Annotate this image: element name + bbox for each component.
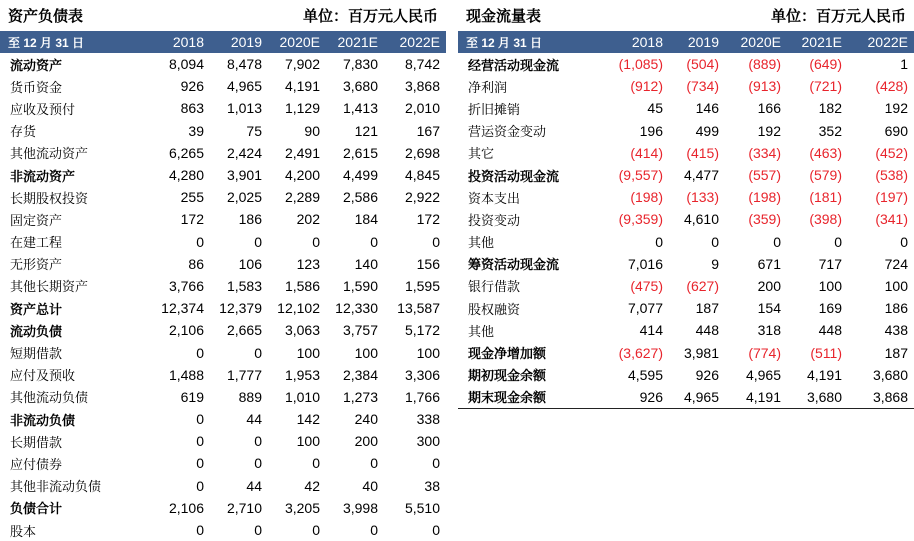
cell-value: 926	[180, 78, 204, 95]
cell-value: 0	[254, 455, 262, 472]
cell-value: 0	[196, 477, 204, 494]
row-label: 货币资金	[10, 80, 63, 96]
cell-value: (198)	[748, 189, 781, 206]
cell-value: 7,016	[627, 255, 663, 272]
cell-value: 448	[695, 322, 719, 339]
row-label: 流动负债	[10, 324, 63, 340]
cell-value: (198)	[630, 189, 663, 206]
cell-value: 100	[818, 277, 842, 294]
balance-sheet-row	[0, 452, 446, 474]
row-label: 固定资产	[10, 213, 63, 229]
cell-value: (627)	[686, 277, 719, 294]
cell-value: 0	[312, 455, 320, 472]
cell-value: 3,901	[226, 167, 262, 184]
row-label: 非流动资产	[10, 169, 76, 185]
cell-value: 140	[354, 255, 378, 272]
cell-value: 2,922	[404, 189, 440, 206]
cash-flow-row	[458, 319, 914, 341]
cell-value: (579)	[809, 167, 842, 184]
cell-value: (3,627)	[618, 344, 663, 361]
cell-value: 0	[834, 233, 842, 250]
balance-sheet-row	[0, 231, 446, 253]
cell-value: 4,965	[745, 366, 781, 383]
cell-value: 0	[196, 433, 204, 450]
balance-sheet-row	[0, 275, 446, 297]
cell-value: (334)	[748, 144, 781, 161]
cell-value: 2,710	[226, 499, 262, 516]
cell-value: 182	[818, 100, 842, 117]
row-label: 应收及预付	[10, 102, 76, 118]
cell-value: 0	[196, 522, 204, 539]
cell-value: 0	[196, 233, 204, 250]
header-year: 2019	[230, 34, 262, 50]
row-label: 股权融资	[468, 302, 521, 318]
balance-sheet-row	[0, 319, 446, 341]
cash-flow-row	[458, 297, 914, 319]
cell-value: 1,273	[342, 388, 378, 405]
cell-value: 100	[884, 277, 908, 294]
cell-value: (504)	[686, 56, 719, 73]
balance-sheet-row	[0, 430, 446, 452]
cell-value: 0	[432, 522, 440, 539]
cell-value: 1,013	[226, 100, 262, 117]
cell-value: (359)	[748, 211, 781, 228]
cell-value: (721)	[809, 78, 842, 95]
balance-sheet-row	[0, 97, 446, 119]
cell-value: 1,583	[226, 277, 262, 294]
balance-sheet-row	[0, 297, 446, 319]
cell-value: (912)	[630, 78, 663, 95]
cell-value: 1,413	[342, 100, 378, 117]
cell-value: 90	[304, 122, 320, 139]
cell-value: 8,742	[404, 56, 440, 73]
cell-value: 4,191	[284, 78, 320, 95]
row-label: 现金净增加额	[468, 347, 547, 363]
row-label: 投资活动现金流	[468, 169, 560, 185]
row-label: 长期股权投资	[10, 191, 89, 207]
cash-flow-row	[458, 208, 914, 230]
cell-value: 186	[884, 300, 908, 317]
balance-sheet-row	[0, 186, 446, 208]
cell-value: 1,595	[404, 277, 440, 294]
cell-value: 12,102	[277, 300, 320, 317]
balance-sheet-row	[0, 497, 446, 519]
row-label: 银行借款	[468, 280, 521, 296]
cell-value: 167	[416, 122, 440, 139]
cash-flow-row	[458, 386, 914, 408]
cash-flow-row	[458, 75, 914, 97]
cell-value: 0	[312, 522, 320, 539]
row-label: 短期借款	[10, 347, 63, 363]
cell-value: 1,777	[226, 366, 262, 383]
cash-flow-row	[458, 231, 914, 253]
cell-value: 4,191	[725, 386, 787, 408]
cell-value: 184	[354, 211, 378, 228]
cell-value: 146	[695, 100, 719, 117]
cell-value: 166	[757, 100, 781, 117]
cell-value: (398)	[809, 211, 842, 228]
cell-value: 2,025	[226, 189, 262, 206]
cell-value: 8,094	[168, 56, 204, 73]
cell-value: 8,478	[226, 56, 262, 73]
row-label: 资本支出	[468, 191, 521, 207]
header-date-label: 至 12 月 31 日	[8, 35, 85, 50]
cell-value: 42	[304, 477, 320, 494]
balance-sheet-row	[0, 120, 446, 142]
cell-value: 0	[370, 522, 378, 539]
cell-value: 3,306	[404, 366, 440, 383]
cell-value: 3,680	[342, 78, 378, 95]
balance-sheet-panel	[0, 0, 446, 541]
cell-value: 121	[354, 122, 378, 139]
cell-value: 156	[416, 255, 440, 272]
cell-value: 2,106	[168, 499, 204, 516]
cell-value: 0	[196, 411, 204, 428]
cell-value: 2,491	[284, 144, 320, 161]
cell-value: 106	[238, 255, 262, 272]
cell-value: 448	[818, 322, 842, 339]
cell-value: 2,010	[404, 100, 440, 117]
cell-value: 2,289	[284, 189, 320, 206]
cell-value: 1,586	[284, 277, 320, 294]
cell-value: 0	[370, 233, 378, 250]
header-year: 2019	[687, 34, 719, 50]
cell-value: (475)	[630, 277, 663, 294]
cell-value: (538)	[875, 167, 908, 184]
header-year: 2021E	[801, 34, 842, 50]
cell-value: 0	[312, 233, 320, 250]
cell-value: 240	[354, 411, 378, 428]
cell-value: 2,698	[404, 144, 440, 161]
cell-value: 2,424	[226, 144, 262, 161]
header-date-label: 至 12 月 31 日	[466, 35, 543, 50]
cell-value: 75	[246, 122, 262, 139]
cell-value: 438	[884, 322, 908, 339]
cell-value: (197)	[875, 189, 908, 206]
row-label: 无形资产	[10, 258, 63, 274]
cell-value: (414)	[630, 144, 663, 161]
cell-value: 5,510	[404, 499, 440, 516]
cell-value: 1,129	[284, 100, 320, 117]
row-label: 在建工程	[10, 236, 63, 252]
cell-value: 671	[757, 255, 781, 272]
cell-value: 0	[254, 233, 262, 250]
cell-value: 0	[370, 455, 378, 472]
cell-value: 0	[655, 233, 663, 250]
cell-value: 4,965	[669, 386, 725, 408]
cell-value: 4,477	[683, 167, 719, 184]
cell-value: 3,757	[342, 322, 378, 339]
cell-value: 4,191	[806, 366, 842, 383]
balance-sheet-row	[0, 386, 446, 408]
cell-value: 2,106	[168, 322, 204, 339]
cash-flow-panel	[458, 0, 914, 409]
cell-value: (9,359)	[618, 211, 663, 228]
cell-value: (889)	[748, 56, 781, 73]
cell-value: (774)	[748, 344, 781, 361]
cell-value: 100	[416, 344, 440, 361]
cell-value: 4,280	[168, 167, 204, 184]
cell-value: 717	[818, 255, 842, 272]
cell-value: 5,172	[404, 322, 440, 339]
row-label: 其他流动负债	[10, 391, 89, 407]
cell-value: (415)	[686, 144, 719, 161]
cell-value: 200	[354, 433, 378, 450]
cell-value: 86	[188, 255, 204, 272]
cell-value: 863	[180, 100, 204, 117]
cell-value: 187	[695, 300, 719, 317]
cell-value: 3,205	[284, 499, 320, 516]
cash-flow-table	[458, 31, 914, 409]
row-label: 投资变动	[468, 213, 521, 229]
cell-value: 45	[647, 100, 663, 117]
cell-value: 2,586	[342, 189, 378, 206]
header-year: 2022E	[867, 34, 908, 50]
balance-sheet-row	[0, 142, 446, 164]
header-year: 2022E	[399, 34, 440, 50]
balance-sheet-row	[0, 364, 446, 386]
cell-value: 187	[884, 344, 908, 361]
cell-value: 499	[695, 122, 719, 139]
cell-value: 186	[238, 211, 262, 228]
cell-value: 3,868	[848, 386, 914, 408]
balance-sheet-unit: 单位：百万元人民币	[302, 7, 438, 25]
cell-value: 0	[432, 455, 440, 472]
cell-value: 9	[711, 255, 719, 272]
cell-value: 12,330	[335, 300, 378, 317]
row-label: 其他	[468, 236, 495, 252]
row-label: 营运资金变动	[468, 125, 547, 141]
cell-value: 44	[246, 477, 262, 494]
cell-value: 154	[757, 300, 781, 317]
row-label: 折旧摊销	[468, 102, 521, 118]
cell-value: 889	[238, 388, 262, 405]
cell-value: 0	[773, 233, 781, 250]
cell-value: (341)	[875, 211, 908, 228]
row-label: 非流动负债	[10, 413, 76, 429]
cell-value: 338	[416, 411, 440, 428]
cell-value: 12,379	[219, 300, 262, 317]
cash-flow-row	[458, 164, 914, 186]
balance-sheet-title: 资产负债表	[8, 7, 84, 25]
cell-value: 40	[362, 477, 378, 494]
cell-value: (133)	[686, 189, 719, 206]
cell-value: 0	[254, 522, 262, 539]
cell-value: 172	[180, 211, 204, 228]
cell-value: 926	[695, 366, 719, 383]
cell-value: 3,680	[787, 386, 848, 408]
cell-value: 3,063	[284, 322, 320, 339]
cash-flow-header-row	[458, 31, 914, 53]
cash-flow-row	[458, 120, 914, 142]
cell-value: 4,610	[683, 211, 719, 228]
balance-sheet-row	[0, 253, 446, 275]
row-label: 流动资产	[10, 58, 63, 74]
row-label: 其他非流动负债	[10, 480, 102, 496]
cell-value: (452)	[875, 144, 908, 161]
row-label: 其它	[468, 147, 495, 163]
cell-value: 3,998	[342, 499, 378, 516]
cell-value: 202	[296, 211, 320, 228]
cell-value: 7,902	[284, 56, 320, 73]
cell-value: (734)	[686, 78, 719, 95]
cell-value: 4,595	[627, 366, 663, 383]
cash-flow-row	[458, 97, 914, 119]
cell-value: 1,766	[404, 388, 440, 405]
cell-value: 2,384	[342, 366, 378, 383]
cell-value: 300	[416, 433, 440, 450]
cell-value: 0	[900, 233, 908, 250]
cell-value: 619	[180, 388, 204, 405]
header-year: 2021E	[337, 34, 378, 50]
cell-value: 12,374	[161, 300, 204, 317]
cell-value: 196	[639, 122, 663, 139]
balance-sheet-row	[0, 208, 446, 230]
cash-flow-unit: 单位：百万元人民币	[770, 7, 906, 25]
row-label: 其他流动资产	[10, 147, 89, 163]
row-label: 净利润	[468, 80, 508, 96]
cell-value: 100	[296, 344, 320, 361]
cash-flow-row	[458, 142, 914, 164]
cell-value: 38	[424, 477, 440, 494]
cell-value: 200	[757, 277, 781, 294]
balance-sheet-row	[0, 475, 446, 497]
row-label: 应付债券	[10, 457, 63, 473]
cell-value: 7,830	[342, 56, 378, 73]
cell-value: 6,265	[168, 144, 204, 161]
cell-value: 1,010	[284, 388, 320, 405]
cell-value: 0	[432, 233, 440, 250]
cell-value: 192	[757, 122, 781, 139]
cell-value: 4,845	[404, 167, 440, 184]
cell-value: 0	[254, 344, 262, 361]
cell-value: (463)	[809, 144, 842, 161]
cell-value: 1,590	[342, 277, 378, 294]
row-label: 资产总计	[10, 302, 63, 318]
cell-value: 169	[818, 300, 842, 317]
balance-sheet-row	[0, 75, 446, 97]
cash-flow-row	[458, 364, 914, 386]
balance-sheet-row	[0, 53, 446, 75]
cell-value: 39	[188, 122, 204, 139]
balance-sheet-row	[0, 341, 446, 363]
cell-value: (428)	[875, 78, 908, 95]
cell-value: 172	[416, 211, 440, 228]
row-label: 应付及预收	[10, 369, 76, 385]
cell-value: 0	[254, 433, 262, 450]
header-year: 2018	[631, 34, 663, 50]
cash-flow-row	[458, 275, 914, 297]
cell-value: 13,587	[397, 300, 440, 317]
cash-flow-title: 现金流量表	[466, 7, 542, 25]
cell-value: 3,766	[168, 277, 204, 294]
row-label: 期初现金余额	[468, 369, 547, 385]
row-label: 存货	[10, 125, 37, 141]
row-label: 其他	[468, 324, 495, 340]
cell-value: 1	[900, 56, 908, 73]
cash-flow-row	[458, 53, 914, 75]
cell-value: 123	[296, 255, 320, 272]
cell-value: 724	[884, 255, 908, 272]
cell-value: 4,499	[342, 167, 378, 184]
cell-value: 352	[818, 122, 842, 139]
cell-value: (1,085)	[618, 56, 663, 73]
cell-value: 0	[711, 233, 719, 250]
cell-value: (181)	[809, 189, 842, 206]
row-label: 经营活动现金流	[468, 58, 560, 74]
row-label: 股本	[10, 524, 37, 540]
cell-value: (649)	[809, 56, 842, 73]
cell-value: 2,615	[342, 144, 378, 161]
cell-value: 100	[296, 433, 320, 450]
cell-value: (9,557)	[618, 167, 663, 184]
row-label: 筹资活动现金流	[468, 258, 560, 274]
cell-value: 3,981	[683, 344, 719, 361]
cell-value: 926	[598, 386, 669, 408]
cell-value: 4,965	[226, 78, 262, 95]
row-label: 期末现金余额	[458, 386, 598, 408]
cell-value: 4,200	[284, 167, 320, 184]
row-label: 长期借款	[10, 435, 63, 451]
cell-value: 192	[884, 100, 908, 117]
row-label: 负债合计	[10, 502, 63, 518]
cell-value: 0	[196, 344, 204, 361]
cell-value: 3,868	[404, 78, 440, 95]
cell-value: 318	[757, 322, 781, 339]
header-year: 2020E	[279, 34, 320, 50]
cell-value: 100	[354, 344, 378, 361]
cash-flow-row	[458, 341, 914, 363]
cell-value: 142	[296, 411, 320, 428]
balance-sheet-row	[0, 408, 446, 430]
balance-sheet-header-row	[0, 31, 446, 53]
cell-value: (557)	[748, 167, 781, 184]
cell-value: 1,953	[284, 366, 320, 383]
cell-value: 0	[196, 455, 204, 472]
cell-value: 7,077	[627, 300, 663, 317]
cash-flow-title-row	[458, 0, 914, 31]
header-year: 2020E	[740, 34, 781, 50]
cell-value: 2,665	[226, 322, 262, 339]
cell-value: 690	[884, 122, 908, 139]
cash-flow-row	[458, 186, 914, 208]
cell-value: (511)	[810, 344, 842, 361]
balance-sheet-row	[0, 164, 446, 186]
balance-sheet-table	[0, 31, 446, 541]
cell-value: (913)	[748, 78, 781, 95]
cell-value: 3,680	[872, 366, 908, 383]
cash-flow-row	[458, 253, 914, 275]
balance-sheet-title-row	[0, 0, 446, 31]
cell-value: 1,488	[168, 366, 204, 383]
header-year: 2018	[172, 34, 204, 50]
cell-value: 255	[180, 189, 204, 206]
row-label: 其他长期资产	[10, 280, 89, 296]
cell-value: 44	[246, 411, 262, 428]
cell-value: 414	[639, 322, 663, 339]
